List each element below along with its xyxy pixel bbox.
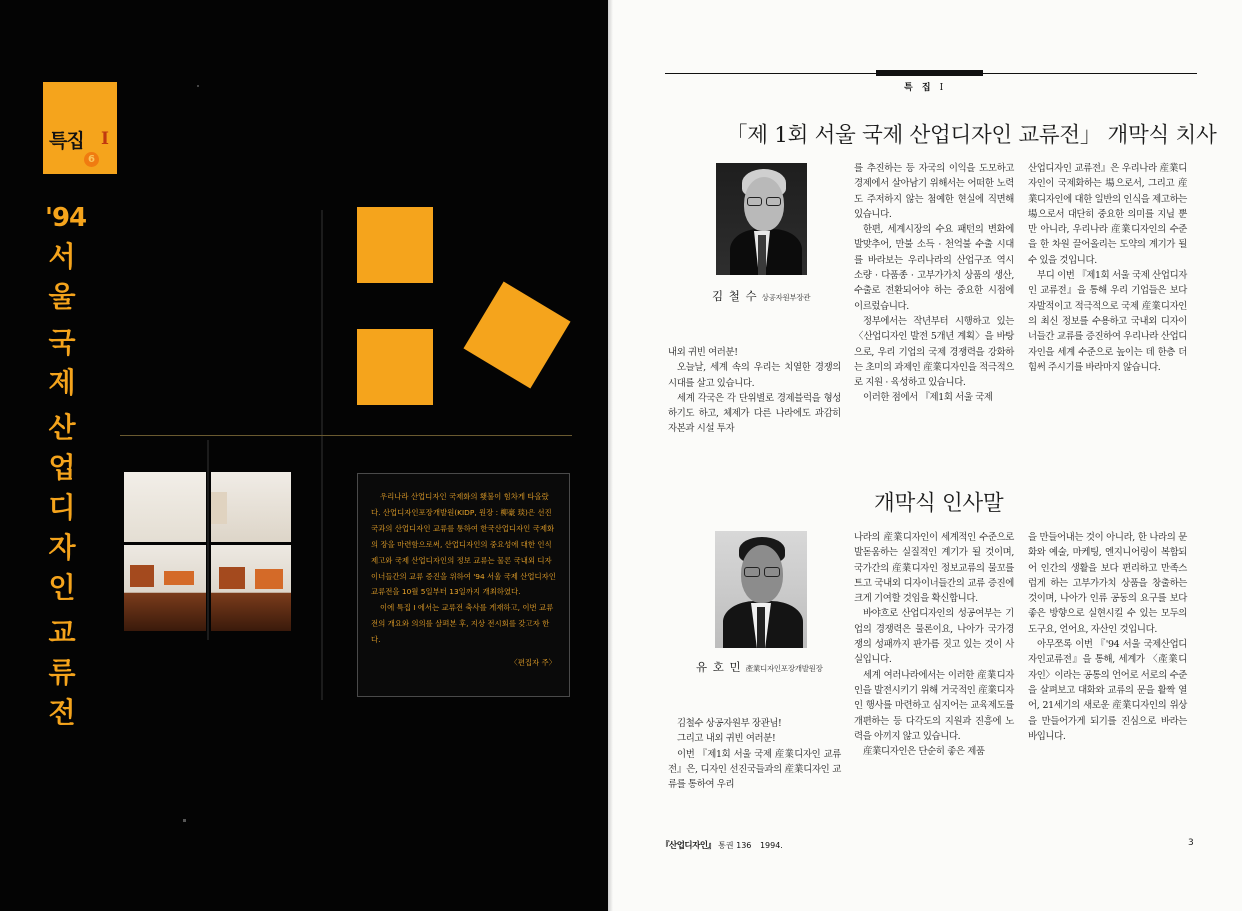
body-paragraph: 정부에서는 작년부터 시행하고 있는 〈산업디자인 발전 5개년 계획〉을 바탕으로, 우리 기업의 국제 경쟁력을 강화하는 초미의 과제인 産業디자인을 적극적으로 지원 · 육성하고 있습니다. bbox=[854, 315, 1014, 389]
magazine-name: 『산업디자인』 bbox=[661, 841, 716, 851]
tag-label: 특집 bbox=[49, 130, 84, 152]
article-title: 개막식 인사말 bbox=[874, 491, 1004, 516]
body-paragraph: 부디 이번 『제1회 서울 국제 산업디자인 교류전』을 통해 우리 기업들은 보다 자발적이고 적극적으로 국제 産業디자인의 최신 정보를 수용하고 국내외 디자이너들간 교류를 증진하여 우리나라 산업디자인을 세계 수준으로 높이는 데 한층 더 힘써 주시기를 바라마지 않습니다. bbox=[1028, 270, 1187, 373]
left-page bbox=[0, 0, 608, 911]
vertical-title-char: 산 bbox=[48, 411, 76, 444]
article-title: 「제 1회 서울 국제 산업디자인 교류전」 개막식 치사 bbox=[726, 123, 1217, 148]
article2-column-3 bbox=[1028, 530, 1187, 744]
vertical-title-char: 국 bbox=[48, 326, 76, 359]
vertical-title-char: 디 bbox=[48, 491, 76, 524]
editor-note-signature: 〈편집자 주〉 bbox=[510, 658, 556, 668]
section-label-roman: I bbox=[939, 83, 944, 93]
body-paragraph: 그리고 내외 귀빈 여러분! bbox=[677, 733, 776, 745]
portrait-caption bbox=[712, 285, 810, 304]
exhibition-photo bbox=[124, 545, 206, 631]
vertical-title-char: 서 bbox=[48, 240, 76, 273]
body-paragraph: 産業디자인은 단순히 좋은 제품 bbox=[863, 746, 985, 758]
vertical-title-char: 제 bbox=[48, 366, 76, 399]
body-paragraph: 나라의 産業디자인이 세계적인 수준으로 발돋움하는 실질적인 계기가 될 것이며, 국가간의 産業디자인 정보교류의 물꼬를 트고 국내외 디자이너들간의 교류 증진에 크게 기여할 것임을 확신합니다. bbox=[854, 532, 1014, 605]
vertical-title-char: 울 bbox=[48, 280, 76, 313]
tag-circle-number: 6 bbox=[84, 152, 99, 167]
editor-note-paragraph: 이에 특집 I 에서는 교류전 축사를 게재하고, 이번 교류전의 개요와 의의를 살펴본 후, 지상 전시회를 갖고자 한다. bbox=[371, 603, 554, 645]
exhibition-photo bbox=[211, 545, 291, 631]
body-paragraph: 를 추진하는 등 자국의 이익을 도모하고 경제에서 살아남기 위해서는 어떠한 노력도 주저하지 않는 첨예한 현실에 직면해 있습니다. bbox=[854, 163, 1014, 220]
orange-square bbox=[357, 207, 433, 283]
body-paragraph: 산업디자인 교류전』은 우리나라 産業디자인이 국제화하는 場으로서, 그리고 産業디자인에 대한 일반의 인식을 제고하는 場으로서 대단히 중요한 의미를 지닐 뿐만 아니라, 우리나라 産業디자인의 수준을 한 차원 끌어올리는 도약의 계기가 될 수 있을 것입니다. bbox=[1028, 163, 1187, 266]
body-paragraph: 바야흐로 산업디자인의 성공여부는 기업의 경쟁력은 물론이요, 나아가 국가경쟁의 성패까지 판가름 짓고 있는 것이 사실입니다. bbox=[854, 608, 1014, 666]
exhibition-photo bbox=[124, 472, 206, 542]
person-name: 유 호 민 bbox=[696, 660, 742, 674]
person-name: 김 철 수 bbox=[712, 289, 758, 303]
vertical-title-char: 류 bbox=[48, 656, 76, 689]
portrait-caption bbox=[696, 656, 823, 675]
portrait-photo bbox=[715, 531, 807, 648]
exhibition-photo bbox=[211, 472, 291, 542]
page-number: 3 bbox=[1188, 838, 1194, 848]
section-label-text: 특 집 bbox=[904, 83, 934, 93]
body-paragraph: 이러한 점에서 『제1회 서울 국제 bbox=[863, 392, 993, 404]
body-paragraph: 한편, 세계시장의 수요 패턴의 변화에 발맞추어, 만불 소득 · 천억불 수출 시대를 바라보는 우리나라의 산업구조 역시 소량 · 다품종 · 고부가가치 상품의 생산, 수출로 전환되어야 하는 중요한 시점에 이르렀습니다. bbox=[854, 224, 1014, 312]
article2-column-2 bbox=[854, 530, 1014, 759]
page-gutter bbox=[608, 0, 613, 911]
vertical-title-char: 인 bbox=[48, 571, 76, 604]
article1-column-3 bbox=[1028, 161, 1187, 375]
divider-line bbox=[120, 435, 572, 436]
portrait-photo bbox=[716, 163, 807, 275]
editor-note-box bbox=[357, 473, 570, 697]
right-page bbox=[608, 0, 1242, 911]
speck bbox=[183, 819, 186, 822]
speck bbox=[197, 85, 199, 87]
article1-column-1 bbox=[668, 345, 841, 437]
vertical-title-char: 교 bbox=[48, 616, 76, 649]
body-paragraph: 아무쪼록 이번 『'94 서울 국제산업디자인교류전』을 통해, 세계가 〈產業디자인〉이라는 공통의 언어로 서로의 수준을 살펴보고 대화와 교류의 문을 활짝 열어, 21세기의 새로운 産業디자인의 위상을 만들어가게 되기를 진심으로 바라는 바입니다. bbox=[1028, 639, 1187, 742]
body-paragraph: 오늘날, 세계 속의 우리는 치열한 경쟁의 시대를 살고 있습니다. bbox=[668, 362, 841, 389]
body-paragraph: 을 만들어내는 것이 아니라, 한 나라의 문화와 예술, 마케팅, 엔지니어링이 복합되어 인간의 생활을 보다 편리하고 만족스럽게 하는 고부가가치 상품을 창출하는 것이며, 나아가 인류 공동의 요구를 보다 좋은 방향으로 실현시킬 수 있는 모두의 도구요, 언어요, 자산인 것입니다. bbox=[1028, 532, 1187, 635]
orange-square-rotated bbox=[463, 281, 570, 388]
issue-number: 통권 136 bbox=[718, 841, 752, 850]
divider-line bbox=[207, 440, 209, 640]
vertical-title-char: 전 bbox=[48, 696, 76, 729]
orange-square bbox=[357, 329, 433, 405]
article2-column-1 bbox=[668, 716, 841, 792]
editor-note-paragraph: 우리나라 산업디자인 국제화의 횃불이 힘차게 타올랐다. 산업디자인포장개발원(KIDP, 원장 : 柳豪 琰)은 선진국과의 산업디자인 교류를 통하여 한국산업디자인 국제화의 장을 마련함으로써, 산업디자인의 중요성에 대한 인식 제고와 국제 산업디자인의 정보 교류는 물론 국내외 디자이너들간의 교류 증진을 위하여 '94 서울 국제 산업디자인 교류전을 10월 5일부터 13일까지 개최하였다. bbox=[371, 492, 556, 597]
issue-year: 1994. bbox=[759, 841, 783, 850]
body-paragraph: 김철수 상공자원부 장관님! bbox=[677, 718, 782, 729]
vertical-title-year: '94 bbox=[45, 203, 87, 233]
body-paragraph: 이번 『제1회 서울 국제 産業디자인 교류전』은, 디자인 선진국들과의 産業디자인 교류를 통하여 우리 bbox=[668, 748, 841, 791]
body-paragraph: 내외 귀빈 여러분! bbox=[668, 347, 738, 358]
divider-line bbox=[321, 210, 323, 700]
body-paragraph: 세계 각국은 각 단위별로 경제블럭을 형성하기도 하고, 체제가 다른 나라에도 과감히 자본과 시설 투자 bbox=[668, 392, 841, 435]
vertical-title-char: 자 bbox=[48, 531, 76, 564]
person-title: 상공자원부장관 bbox=[761, 293, 811, 302]
header-tab bbox=[876, 70, 983, 76]
section-label bbox=[904, 80, 943, 93]
person-title: 產業디자인포장개발원장 bbox=[745, 664, 823, 673]
article1-column-2 bbox=[854, 161, 1014, 406]
vertical-title-char: 업 bbox=[48, 451, 76, 484]
footer-magazine-info bbox=[661, 839, 783, 851]
tag-roman-numeral: I bbox=[101, 129, 109, 149]
special-feature-tag bbox=[43, 82, 117, 174]
body-paragraph: 세계 여러나라에서는 이러한 産業디자인을 발전시키기 위해 거국적인 産業디자인 행사를 마련하고 심지어는 교육제도를 개편하는 등 다각도의 지원과 진흥에 노력을 아끼지 않고 있습니다. bbox=[854, 669, 1014, 742]
